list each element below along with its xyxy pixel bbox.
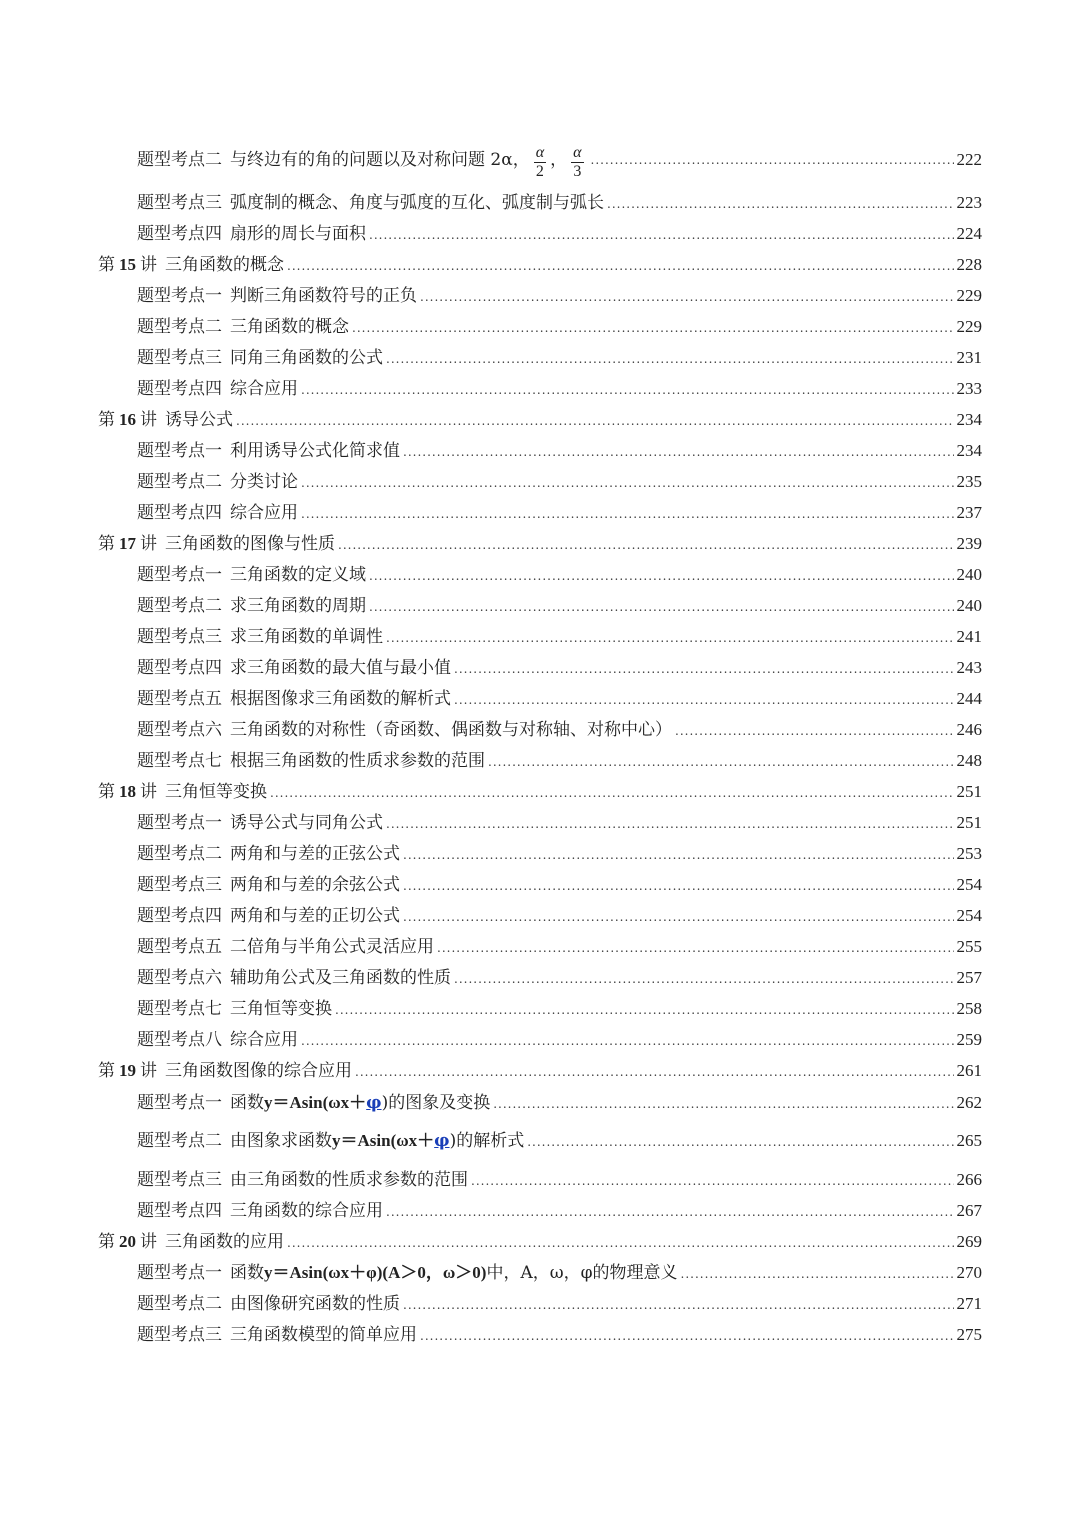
page-number: 231 (956, 348, 982, 367)
topic-tag: 题型考点四 (137, 379, 222, 399)
dot-leader (338, 530, 954, 560)
lecture-prefix: 第 (98, 1061, 115, 1081)
dot-leader (493, 1089, 953, 1119)
topic-tag: 题型考点七 (137, 999, 222, 1019)
phi-link: φ (366, 1093, 382, 1113)
dot-leader (301, 1026, 954, 1056)
toc-topic-entry[interactable] (137, 374, 982, 404)
topic-tag: 题型考点二 (137, 596, 222, 616)
dot-leader (488, 747, 954, 777)
dot-leader (301, 375, 954, 405)
topic-tag: 题型考点二 (137, 317, 222, 337)
toc-topic-entry[interactable] (137, 219, 982, 249)
toc-topic-entry[interactable] (137, 467, 982, 497)
toc-topic-entry[interactable] (137, 839, 982, 869)
topic-tag: 题型考点七 (137, 751, 222, 771)
page-number: 228 (956, 255, 982, 274)
dot-leader (352, 313, 954, 343)
entry-title: 函数 (230, 1263, 264, 1283)
page-number: 261 (956, 1061, 982, 1080)
entry-title: 三角函数的应用 (165, 1232, 284, 1252)
toc-lecture-entry[interactable] (98, 777, 982, 807)
dot-leader (607, 189, 954, 219)
entry-title: 三角函数模型的简单应用 (230, 1325, 417, 1345)
page-number: 229 (956, 317, 982, 336)
entry-title: 同角三角函数的公式 (230, 348, 383, 368)
toc-topic-entry[interactable] (137, 343, 982, 373)
toc-topic-entry[interactable] (137, 746, 982, 776)
lecture-number: 15 (119, 255, 136, 274)
dot-leader (437, 933, 954, 963)
page-number: 254 (956, 906, 982, 925)
toc-lecture-entry[interactable] (98, 250, 982, 280)
fraction-numerator: α (573, 143, 582, 161)
entry-title: 与终边有的角的问题以及对称问题 2α， (230, 150, 530, 170)
dot-leader (301, 499, 954, 529)
dot-leader (403, 437, 954, 467)
entry-title: 综合应用 (230, 503, 298, 523)
toc-lecture-entry[interactable] (98, 1056, 982, 1086)
dot-leader (386, 344, 954, 374)
dot-leader (236, 406, 954, 436)
dot-leader (386, 623, 954, 653)
lecture-suffix: 讲 (140, 534, 157, 554)
dot-leader (369, 592, 954, 622)
dot-leader (386, 1197, 954, 1227)
entry-title: 诱导公式与同角公式 (230, 813, 383, 833)
entry-title: 求三角函数的单调性 (230, 627, 383, 647)
dot-leader (403, 1290, 954, 1320)
page-number: 223 (956, 193, 982, 212)
topic-tag: 题型考点二 (137, 844, 222, 864)
dot-leader (420, 1321, 954, 1351)
topic-tag: 题型考点五 (137, 937, 222, 957)
entry-title: 根据三角函数的性质求参数的范围 (230, 751, 485, 771)
page-number: 254 (956, 875, 982, 894)
topic-tag: 题型考点八 (137, 1030, 222, 1050)
page-number: 240 (956, 596, 982, 615)
toc-topic-entry[interactable] (137, 1289, 982, 1319)
topic-tag: 题型考点四 (137, 224, 222, 244)
entry-title: 三角函数的图像与性质 (165, 534, 335, 554)
toc-topic-entry[interactable] (137, 560, 982, 590)
toc-topic-entry[interactable] (137, 1165, 982, 1195)
page-number: 241 (956, 627, 982, 646)
lecture-suffix: 讲 (140, 255, 157, 275)
page-number: 255 (956, 937, 982, 956)
topic-tag: 题型考点一 (137, 1263, 222, 1283)
toc-topic-entry[interactable] (137, 808, 982, 838)
dot-leader (591, 145, 954, 175)
toc-topic-entry[interactable] (137, 994, 982, 1024)
lecture-suffix: 讲 (140, 410, 157, 430)
topic-tag: 题型考点三 (137, 1325, 222, 1345)
toc-topic-entry[interactable] (137, 591, 982, 621)
entry-title: 函数 (230, 1093, 264, 1113)
topic-tag: 题型考点四 (137, 906, 222, 926)
entry-title: 三角函数的定义域 (230, 565, 366, 585)
dot-leader (270, 778, 954, 808)
entry-title: 辅助角公式及三角函数的性质 (230, 968, 451, 988)
entry-title-tail: )的解析式 (449, 1131, 525, 1151)
fraction-denominator: 3 (573, 162, 582, 180)
entry-title: 综合应用 (230, 379, 298, 399)
page-number: 237 (956, 503, 982, 522)
page-number: 224 (956, 224, 982, 243)
toc-topic-entry[interactable] (137, 1258, 982, 1288)
formula-text: y＝Asin(ωx＋ (264, 1093, 367, 1112)
fraction-alpha-over-3 (571, 144, 583, 181)
entry-title: 判断三角函数符号的正负 (230, 286, 417, 306)
toc-topic-entry[interactable] (137, 1196, 982, 1226)
dot-leader (301, 468, 954, 498)
toc-topic-entry[interactable] (137, 281, 982, 311)
entry-title: 由图像研究函数的性质 (230, 1294, 400, 1314)
lecture-prefix: 第 (98, 782, 115, 802)
entry-title: 根据图像求三角函数的解析式 (230, 689, 451, 709)
dot-leader (335, 995, 954, 1025)
page-number: 235 (956, 472, 982, 491)
toc-topic-entry[interactable] (137, 1126, 982, 1156)
page-number: 229 (956, 286, 982, 305)
topic-tag: 题型考点六 (137, 720, 222, 740)
dot-leader (403, 840, 954, 870)
entry-title-tail: )的图象及变换 (381, 1093, 491, 1113)
entry-title: 三角函数的对称性（奇函数、偶函数与对称轴、对称中心） (230, 720, 672, 740)
dot-leader (420, 282, 954, 312)
entry-title: 三角恒等变换 (165, 782, 267, 802)
page-number: 270 (956, 1263, 982, 1282)
page-number: 258 (956, 999, 982, 1018)
page-number: 251 (956, 813, 982, 832)
entry-title-tail: 中，A，ω，φ的物理意义 (486, 1263, 678, 1283)
dot-leader (369, 220, 954, 250)
lecture-number: 18 (119, 782, 136, 801)
toc-topic-entry[interactable] (137, 1320, 982, 1350)
dot-leader (355, 1057, 954, 1087)
entry-title: 诱导公式 (165, 410, 233, 430)
phi-link: φ (434, 1131, 450, 1151)
toc-topic-entry[interactable] (137, 901, 982, 931)
topic-tag: 题型考点三 (137, 875, 222, 895)
page-number: 244 (956, 689, 982, 708)
topic-tag: 题型考点二 (137, 1294, 222, 1314)
entry-title: 由图象求函数 (230, 1131, 332, 1151)
formula-text: y＝Asin(ωx＋φ)(A＞0，ω＞0) (264, 1263, 487, 1282)
entry-title: 扇形的周长与面积 (230, 224, 366, 244)
toc-topic-entry[interactable] (137, 715, 982, 745)
dot-leader (287, 251, 954, 281)
lecture-number: 20 (119, 1232, 136, 1251)
entry-title: 两角和与差的余弦公式 (230, 875, 400, 895)
entry-title: 求三角函数的周期 (230, 596, 366, 616)
dot-leader (675, 716, 954, 746)
entry-title: 二倍角与半角公式灵活应用 (230, 937, 434, 957)
topic-tag: 题型考点三 (137, 193, 222, 213)
page-number: 233 (956, 379, 982, 398)
toc-lecture-entry[interactable] (98, 1227, 982, 1257)
topic-tag: 题型考点三 (137, 348, 222, 368)
entry-title: 综合应用 (230, 1030, 298, 1050)
lecture-suffix: 讲 (140, 1232, 157, 1252)
entry-title: 三角函数的概念 (230, 317, 349, 337)
topic-tag: 题型考点三 (137, 1170, 222, 1190)
page-number: 234 (956, 410, 982, 429)
page-number: 271 (956, 1294, 982, 1313)
page-number: 265 (956, 1131, 982, 1150)
toc-topic-entry[interactable] (137, 1025, 982, 1055)
entry-title: 三角恒等变换 (230, 999, 332, 1019)
entry-title: 两角和与差的正弦公式 (230, 844, 400, 864)
page-number: 266 (956, 1170, 982, 1189)
page-number: 243 (956, 658, 982, 677)
dot-leader (403, 871, 954, 901)
topic-tag: 题型考点二 (137, 472, 222, 492)
topic-tag: 题型考点四 (137, 503, 222, 523)
toc-lecture-entry[interactable] (98, 529, 982, 559)
page-number: 239 (956, 534, 982, 553)
toc-topic-entry[interactable] (137, 870, 982, 900)
dot-leader (527, 1127, 953, 1157)
page-number: 262 (956, 1093, 982, 1112)
entry-title: 求三角函数的最大值与最小值 (230, 658, 451, 678)
topic-tag: 题型考点一 (137, 1093, 222, 1113)
entry-title: 利用诱导公式化简求值 (230, 441, 400, 461)
toc-topic-entry[interactable] (137, 963, 982, 993)
lecture-number: 17 (119, 534, 136, 553)
toc-topic-entry[interactable] (137, 140, 982, 180)
toc-topic-entry[interactable] (137, 188, 982, 218)
topic-tag: 题型考点二 (137, 1131, 222, 1151)
page-number: 240 (956, 565, 982, 584)
dot-leader (454, 685, 954, 715)
page-number: 248 (956, 751, 982, 770)
entry-title: 三角函数图像的综合应用 (165, 1061, 352, 1081)
topic-tag: 题型考点四 (137, 658, 222, 678)
page-number: 259 (956, 1030, 982, 1049)
topic-tag: 题型考点五 (137, 689, 222, 709)
dot-leader (287, 1228, 954, 1258)
page-number: 257 (956, 968, 982, 987)
toc-lecture-entry[interactable] (98, 405, 982, 435)
fraction-numerator: α (535, 143, 545, 161)
page-number: 269 (956, 1232, 982, 1251)
page-number: 253 (956, 844, 982, 863)
fraction-separator: ， (550, 150, 568, 170)
toc-topic-entry[interactable] (137, 498, 982, 528)
lecture-number: 19 (119, 1061, 136, 1080)
lecture-prefix: 第 (98, 410, 115, 430)
page-number: 275 (956, 1325, 982, 1344)
dot-leader (386, 809, 954, 839)
page-number: 234 (956, 441, 982, 460)
topic-tag: 题型考点一 (137, 286, 222, 306)
toc-topic-entry[interactable] (137, 653, 982, 683)
toc-topic-entry[interactable] (137, 312, 982, 342)
toc-topic-entry[interactable] (137, 932, 982, 962)
entry-title: 两角和与差的正切公式 (230, 906, 400, 926)
entry-title: 分类讨论 (230, 472, 298, 492)
page-number: 246 (956, 720, 982, 739)
topic-tag: 题型考点一 (137, 565, 222, 585)
topic-tag: 题型考点二 (137, 150, 222, 170)
topic-tag: 题型考点一 (137, 441, 222, 461)
topic-tag: 题型考点一 (137, 813, 222, 833)
dot-leader (369, 561, 954, 591)
toc-topic-entry[interactable] (137, 1088, 982, 1118)
fraction-alpha-over-2 (534, 144, 546, 181)
dot-leader (471, 1166, 954, 1196)
lecture-prefix: 第 (98, 255, 115, 275)
entry-title: 弧度制的概念、角度与弧度的互化、弧度制与弧长 (230, 193, 604, 213)
page-number: 267 (956, 1201, 982, 1220)
topic-tag: 题型考点六 (137, 968, 222, 988)
entry-title: 三角函数的综合应用 (230, 1201, 383, 1221)
topic-tag: 题型考点三 (137, 627, 222, 647)
toc-topic-entry[interactable] (137, 622, 982, 652)
entry-title: 由三角函数的性质求参数的范围 (230, 1170, 468, 1190)
dot-leader (454, 654, 954, 684)
entry-title: 三角函数的概念 (165, 255, 284, 275)
dot-leader (454, 964, 954, 994)
lecture-suffix: 讲 (140, 1061, 157, 1081)
fraction-denominator: 2 (535, 162, 544, 180)
lecture-suffix: 讲 (140, 782, 157, 802)
page-number: 251 (956, 782, 982, 801)
toc-topic-entry[interactable] (137, 436, 982, 466)
lecture-number: 16 (119, 410, 136, 429)
page-number: 222 (956, 150, 982, 169)
toc-topic-entry[interactable] (137, 684, 982, 714)
lecture-prefix: 第 (98, 534, 115, 554)
dot-leader (681, 1259, 954, 1289)
lecture-prefix: 第 (98, 1232, 115, 1252)
topic-tag: 题型考点四 (137, 1201, 222, 1221)
formula-text: y＝Asin(ωx＋ (332, 1131, 435, 1150)
dot-leader (403, 902, 954, 932)
